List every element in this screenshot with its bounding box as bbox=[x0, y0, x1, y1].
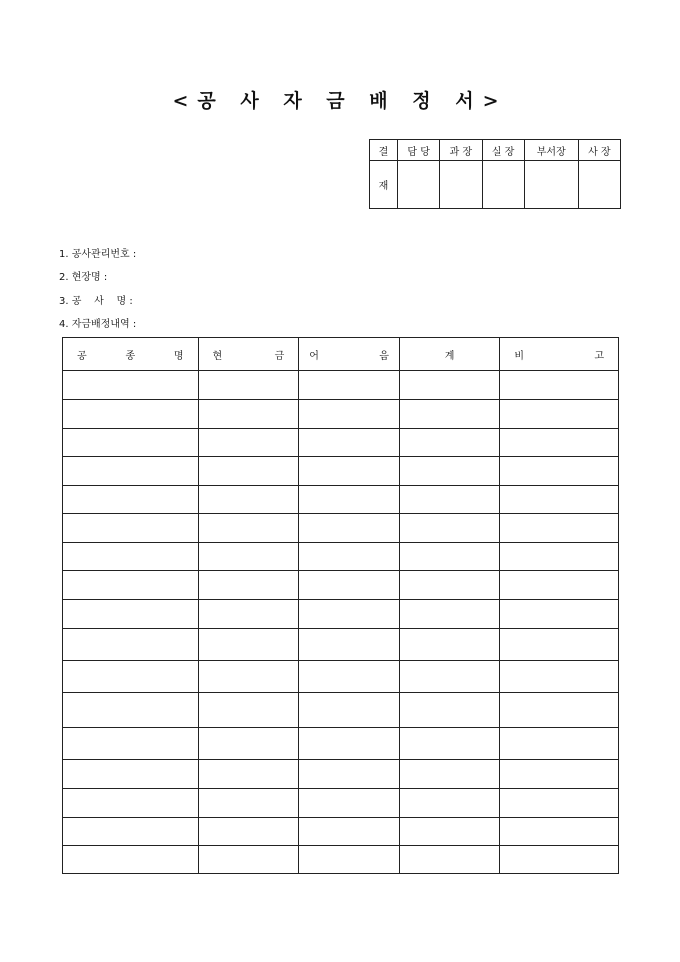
fund-allocation-table bbox=[62, 337, 619, 874]
approval-col-manager: 담 당 bbox=[398, 140, 440, 161]
table-cell[interactable] bbox=[198, 693, 299, 728]
table-cell[interactable] bbox=[299, 693, 400, 728]
header-note-bill: 어 음 bbox=[299, 338, 400, 371]
approval-sign-cell[interactable] bbox=[482, 161, 524, 209]
approval-sign-cell[interactable] bbox=[578, 161, 620, 209]
table-cell[interactable] bbox=[500, 661, 619, 693]
table-cell[interactable] bbox=[399, 629, 499, 661]
table-cell[interactable] bbox=[63, 693, 199, 728]
table-cell[interactable] bbox=[500, 571, 619, 600]
table-cell[interactable] bbox=[500, 693, 619, 728]
table-row bbox=[63, 486, 619, 514]
field-site-name bbox=[59, 266, 136, 289]
header-work-type: 공 종 명 bbox=[63, 338, 199, 371]
table-cell[interactable] bbox=[299, 789, 400, 818]
table-row bbox=[63, 400, 619, 429]
field-number: 4. bbox=[59, 318, 69, 330]
header-remarks: 비 고 bbox=[500, 338, 619, 371]
table-cell[interactable] bbox=[299, 728, 400, 760]
table-cell[interactable] bbox=[198, 571, 299, 600]
table-cell[interactable] bbox=[198, 846, 299, 874]
table-row bbox=[63, 429, 619, 457]
info-fields bbox=[59, 243, 136, 336]
table-cell[interactable] bbox=[399, 486, 499, 514]
table-cell[interactable] bbox=[198, 728, 299, 760]
table-cell[interactable] bbox=[198, 514, 299, 543]
table-cell[interactable] bbox=[63, 400, 199, 429]
approval-sign-cell[interactable] bbox=[440, 161, 482, 209]
field-label: 공사관리번호 : bbox=[71, 249, 137, 260]
table-cell[interactable] bbox=[299, 400, 400, 429]
table-row bbox=[63, 629, 619, 661]
table-cell[interactable] bbox=[399, 429, 499, 457]
table-cell[interactable] bbox=[198, 371, 299, 400]
table-cell[interactable] bbox=[299, 600, 400, 629]
document-title: <공 사 자 금 배 정 서> bbox=[172, 90, 508, 112]
table-cell[interactable] bbox=[299, 457, 400, 486]
table-cell[interactable] bbox=[198, 789, 299, 818]
field-number: 1. bbox=[59, 249, 69, 260]
table-cell[interactable] bbox=[198, 400, 299, 429]
field-project-name bbox=[59, 290, 136, 313]
approval-sign-cell[interactable] bbox=[398, 161, 440, 209]
table-cell[interactable] bbox=[63, 818, 199, 846]
table-cell[interactable] bbox=[299, 818, 400, 846]
table-cell[interactable] bbox=[63, 543, 199, 571]
table-cell[interactable] bbox=[399, 661, 499, 693]
approval-side-bottom: 재 bbox=[370, 161, 398, 209]
approval-box bbox=[369, 139, 621, 209]
table-cell[interactable] bbox=[399, 693, 499, 728]
table-cell[interactable] bbox=[500, 400, 619, 429]
table-cell[interactable] bbox=[63, 486, 199, 514]
header-total: 계 bbox=[399, 338, 499, 371]
table-cell[interactable] bbox=[399, 571, 499, 600]
table-row bbox=[63, 789, 619, 818]
table-row bbox=[63, 543, 619, 571]
table-cell[interactable] bbox=[63, 514, 199, 543]
table-cell[interactable] bbox=[299, 846, 400, 874]
table-cell[interactable] bbox=[500, 486, 619, 514]
table-cell[interactable] bbox=[500, 543, 619, 571]
field-fund-allocation bbox=[59, 313, 136, 336]
table-cell[interactable] bbox=[299, 629, 400, 661]
table-cell[interactable] bbox=[198, 457, 299, 486]
table-cell[interactable] bbox=[500, 760, 619, 789]
table-row bbox=[63, 693, 619, 728]
field-label: 공 사 명 : bbox=[71, 295, 133, 307]
table-row bbox=[63, 371, 619, 400]
table-cell[interactable] bbox=[399, 514, 499, 543]
table-cell[interactable] bbox=[399, 846, 499, 874]
table-cell[interactable] bbox=[299, 429, 400, 457]
table-cell[interactable] bbox=[63, 429, 199, 457]
table-row bbox=[63, 846, 619, 874]
table-row bbox=[63, 760, 619, 789]
table-cell[interactable] bbox=[299, 486, 400, 514]
field-number: 2. bbox=[59, 272, 69, 284]
field-project-number bbox=[59, 243, 136, 266]
table-cell[interactable] bbox=[198, 818, 299, 846]
table-cell[interactable] bbox=[63, 457, 199, 486]
table-cell[interactable] bbox=[399, 457, 499, 486]
table-cell[interactable] bbox=[63, 789, 199, 818]
approval-col-office-chief: 실 장 bbox=[482, 140, 524, 161]
header-cash: 현 금 bbox=[198, 338, 299, 371]
table-cell[interactable] bbox=[399, 371, 499, 400]
table-row bbox=[63, 514, 619, 543]
approval-sign-cell[interactable] bbox=[524, 161, 578, 209]
table-cell[interactable] bbox=[500, 457, 619, 486]
table-cell[interactable] bbox=[299, 661, 400, 693]
table-cell[interactable] bbox=[63, 629, 199, 661]
approval-col-dept-head: 부서장 bbox=[524, 140, 578, 161]
table-cell[interactable] bbox=[63, 846, 199, 874]
table-cell[interactable] bbox=[500, 429, 619, 457]
table-cell[interactable] bbox=[63, 600, 199, 629]
table-cell[interactable] bbox=[299, 543, 400, 571]
table-cell[interactable] bbox=[63, 661, 199, 693]
table-cell[interactable] bbox=[500, 818, 619, 846]
table-row bbox=[63, 728, 619, 760]
table-cell[interactable] bbox=[299, 571, 400, 600]
table-header-row bbox=[63, 338, 619, 371]
table-cell[interactable] bbox=[198, 543, 299, 571]
table-cell[interactable] bbox=[299, 514, 400, 543]
approval-side-top: 결 bbox=[370, 140, 398, 161]
table-cell[interactable] bbox=[399, 543, 499, 571]
table-cell[interactable] bbox=[198, 760, 299, 789]
table-cell[interactable] bbox=[399, 760, 499, 789]
table-row bbox=[63, 571, 619, 600]
table-cell[interactable] bbox=[500, 514, 619, 543]
table-cell[interactable] bbox=[198, 629, 299, 661]
table-cell[interactable] bbox=[399, 728, 499, 760]
table-cell[interactable] bbox=[63, 760, 199, 789]
table-cell[interactable] bbox=[198, 661, 299, 693]
table-cell[interactable] bbox=[198, 486, 299, 514]
table-cell[interactable] bbox=[399, 400, 499, 429]
table-cell[interactable] bbox=[500, 789, 619, 818]
field-label: 현장명 : bbox=[71, 272, 108, 284]
field-number: 3. bbox=[59, 295, 69, 307]
table-cell[interactable] bbox=[399, 818, 499, 846]
table-row bbox=[63, 600, 619, 629]
table-cell[interactable] bbox=[63, 371, 199, 400]
table-cell[interactable] bbox=[299, 371, 400, 400]
table-cell[interactable] bbox=[399, 600, 499, 629]
table-cell[interactable] bbox=[198, 429, 299, 457]
table-cell[interactable] bbox=[500, 728, 619, 760]
table-row bbox=[63, 457, 619, 486]
approval-col-section-chief: 과 장 bbox=[440, 140, 482, 161]
field-label: 자금배정내역 : bbox=[71, 318, 137, 330]
table-cell[interactable] bbox=[63, 571, 199, 600]
table-cell[interactable] bbox=[500, 600, 619, 629]
table-cell[interactable] bbox=[500, 371, 619, 400]
table-cell[interactable] bbox=[63, 728, 199, 760]
table-row bbox=[63, 818, 619, 846]
table-row bbox=[63, 661, 619, 693]
table-cell[interactable] bbox=[500, 846, 619, 874]
table-cell[interactable] bbox=[399, 789, 499, 818]
table-cell[interactable] bbox=[500, 629, 619, 661]
approval-col-president: 사 장 bbox=[578, 140, 620, 161]
table-cell[interactable] bbox=[198, 600, 299, 629]
table-cell[interactable] bbox=[299, 760, 400, 789]
